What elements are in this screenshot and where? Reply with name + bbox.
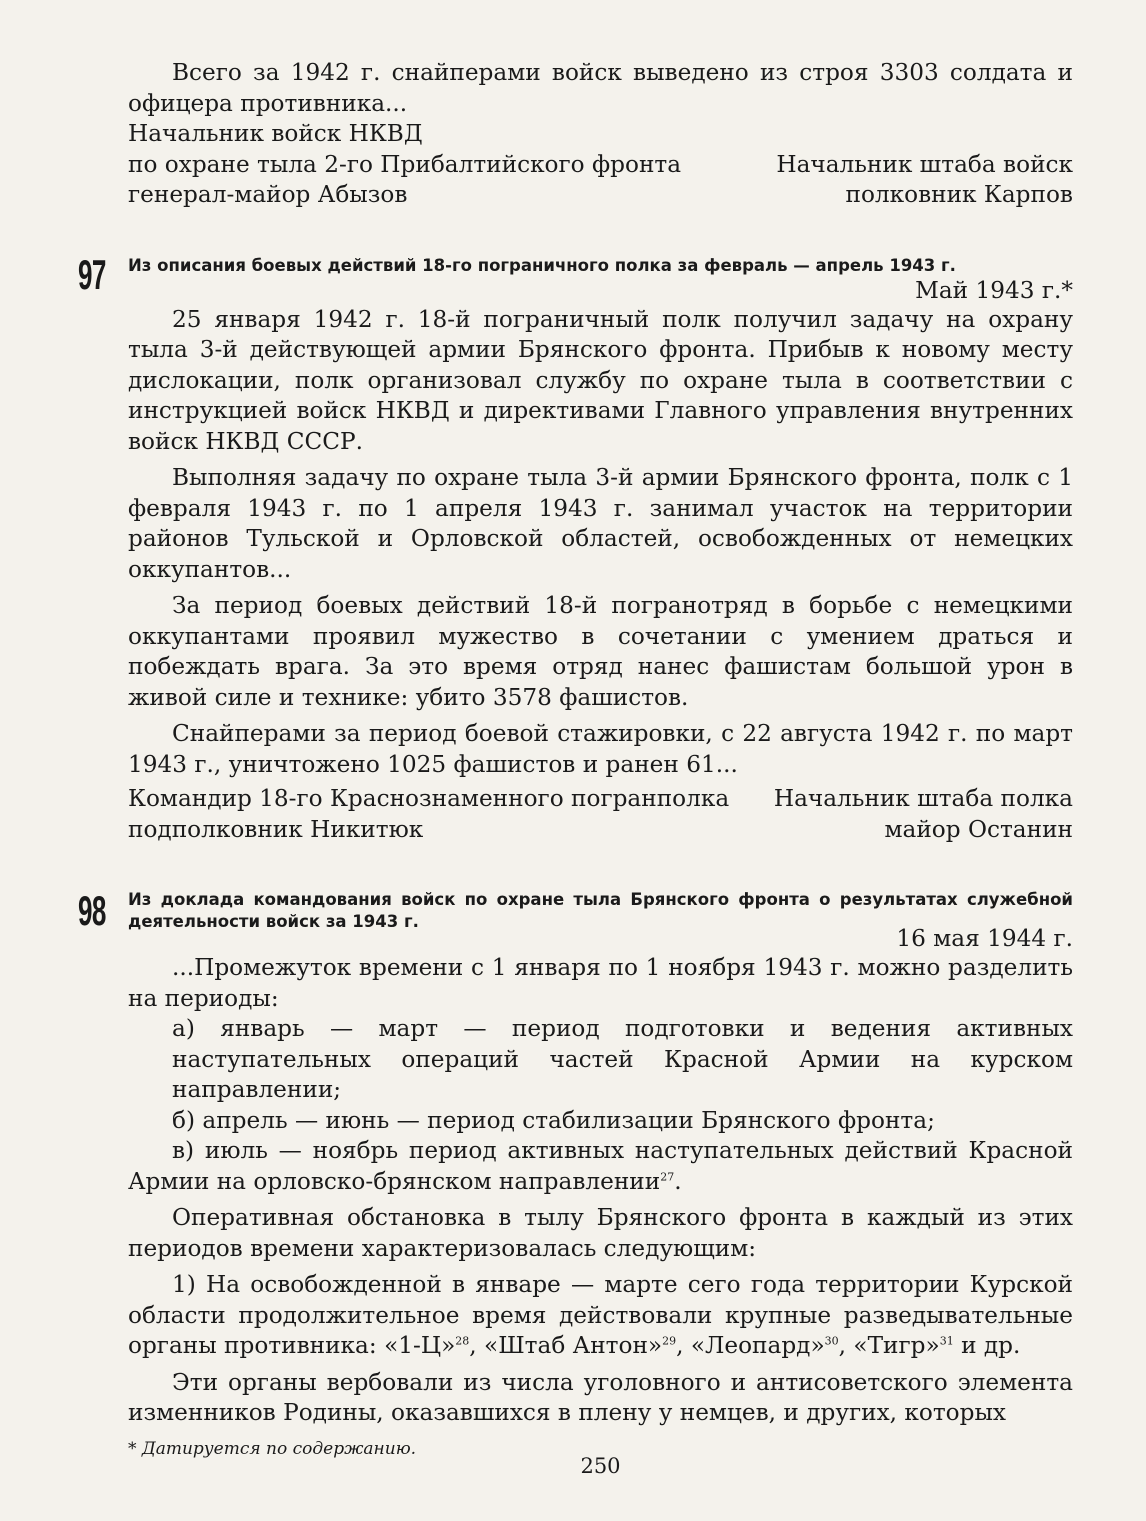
doc-97-paragraph: Снайперами за период боевой стажировки, с 22 августа 1942 г. по март 1943 г., уничтожено 1025 фашистов и ранен 61... — [128, 720, 1073, 778]
sig-line: по охране тыла 2-го Прибалтийского фронта — [128, 150, 682, 178]
footnote-ref: 27 — [660, 1169, 675, 1183]
point1-text: 1) На освобожденной в январе — марте сего года территории Курской области продолжительное время действовали крупные разведывательные органы противника: — [128, 1271, 1073, 1359]
intro-signature-right — [776, 119, 1073, 211]
doc-97-date: Май 1943 г.* — [915, 276, 1073, 304]
point1-end: и др. — [961, 1332, 1021, 1359]
doc-97-signature-right — [774, 784, 1073, 845]
doc-97-signature-left — [128, 784, 729, 845]
intro-signature-left — [128, 119, 681, 211]
doc-98-periods — [128, 1014, 1073, 1197]
organ-name: «1-Ц» — [384, 1332, 456, 1359]
footnote-ref: 31 — [939, 1334, 954, 1348]
footnote-ref: 29 — [662, 1334, 677, 1348]
doc-98-intro: ...Промежуток времени с 1 января по 1 ноября 1943 г. можно разделить на периоды: — [128, 954, 1073, 1012]
organ: «Леопард»$^{30}$, — [690, 1332, 847, 1359]
sig-line: майор Останин — [884, 815, 1073, 843]
doc-98-date: 16 мая 1944 г. — [896, 925, 1073, 952]
sig-line: Командир 18-го Краснознаменного погранполка — [128, 785, 730, 812]
sig-line: полковник Карпов — [845, 181, 1073, 208]
doc-98-point1 — [128, 1270, 1073, 1362]
doc-97-paragraph: За период боевых действий 18-й погранотряд в борьбе с немецкими оккупантами проявил мужество в сочетании с умением драться и побеждать врага. За это время отряд нанес фашистам большой урон в живой силе и технике: убито 3578 фашистов. — [128, 592, 1073, 711]
doc-97-header — [78, 250, 1073, 305]
intro-signature — [128, 119, 1073, 211]
organ-name: «Леопард» — [690, 1332, 825, 1359]
page-body — [78, 58, 1073, 1478]
period-item: в) июль — ноябрь период активных наступательных действий Красной Армии на орловско-брянском направлении$^{27}$. — [128, 1137, 1073, 1195]
period-text: в) июль — ноябрь период активных наступательных действий Красной Армии на орловско-брянском направлении — [128, 1137, 1073, 1195]
footnote: * Датируется по содержанию. — [128, 1438, 417, 1459]
doc-98-header — [78, 887, 1073, 953]
organ-name: «Штаб Антон» — [484, 1332, 663, 1359]
sig-line: Начальник войск НКВД — [128, 120, 423, 147]
period-item: б) апрель — июнь — период стабилизации Брянского фронта; — [172, 1106, 935, 1134]
intro-paragraph: Всего за 1942 г. снайперами войск выведено из строя 3303 солдата и офицера противника... — [128, 59, 1073, 117]
organ — [853, 1332, 953, 1359]
doc-97-title: Из описания боевых действий 18-го пограничного полка за февраль — апрель 1943 г. — [128, 255, 956, 275]
sig-line: Начальник штаба полка — [773, 785, 1073, 812]
doc-97-signature — [128, 784, 1073, 845]
organ: «Штаб Антон»$^{29}$, — [484, 1332, 684, 1359]
sig-line: генерал-майор Абызов — [128, 181, 408, 208]
doc-97-paragraph: Выполняя задачу по охране тыла 3-й армии Брянского фронта, полк с 1 февраля 1943 г. по 1 апреля 1943 г. занимал участок на территории районов Тульской и Орловской областей, освобожденных от немецких оккупантов... — [128, 464, 1073, 583]
doc-number-98: 98 — [78, 887, 106, 934]
sig-line: подполковник Никитюк — [128, 815, 424, 843]
page-number: 250 — [580, 1454, 621, 1478]
footnote-ref: 28 — [455, 1334, 470, 1348]
doc-98-ops-paragraph: Оперативная обстановка в тылу Брянского фронта в каждый из этих периодов времени характеризовалась следующим: — [128, 1204, 1073, 1262]
footnote-ref: 30 — [824, 1334, 839, 1348]
doc-97-paragraph: 25 января 1942 г. 18-й пограничный полк получил задачу на охрану тыла 3-й действующей армии Брянского фронта. Прибыв к новому месту дислокации, полк организовал службу по охране тыла в соответствии с инструкцией войск НКВД и директивами Главного управления внутренних войск НКВД СССР. — [128, 305, 1073, 455]
sig-line: Начальник штаба войск — [776, 150, 1073, 178]
doc-number-97: 97 — [78, 250, 106, 298]
organ-name: «Тигр» — [853, 1332, 940, 1359]
organ: «1-Ц»$^{28}$, — [384, 1332, 477, 1359]
doc-98-title: Из доклада командования войск по охране тыла Брянского фронта о результатах служебной деятельности войск за 1943 г. — [128, 890, 1073, 931]
period-item: а) январь — март — период подготовки и ведения активных наступательных операций частей Красной Армии на курском направлении; — [172, 1015, 1073, 1103]
doc-98-last-paragraph: Эти органы вербовали из числа уголовного и антисоветского элемента изменников Родины, оказавшихся в плену у немцев, и других, которых — [128, 1368, 1073, 1426]
